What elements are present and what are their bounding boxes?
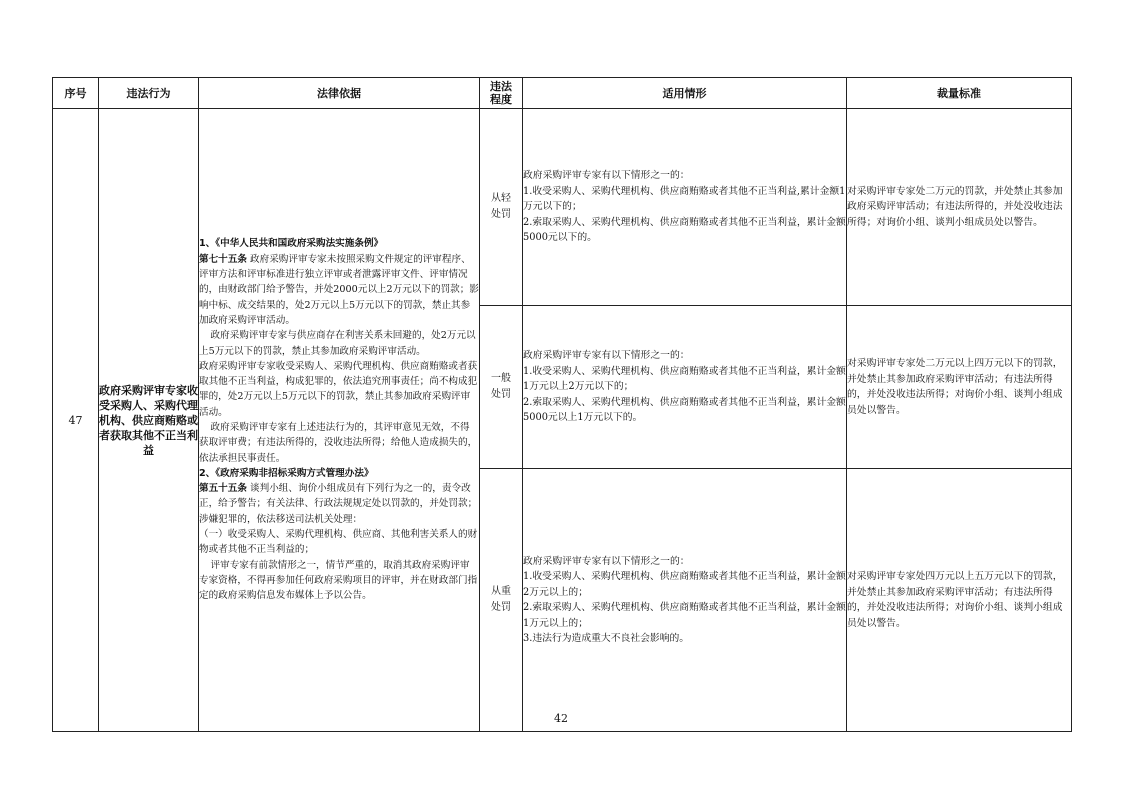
row-index: 47	[53, 109, 99, 732]
situation-line: 2.索取采购人、采购代理机构、供应商贿赂或者其他不正当利益，累计金额5000元以下的。	[523, 216, 846, 244]
situation-light	[523, 109, 847, 306]
degree-general-line2: 处罚	[491, 389, 511, 400]
situation-line: 1.收受采购人、采购代理机构、供应商贿赂或者其他不正当利益，累计金额2万元以上的；	[523, 571, 846, 598]
standard-light: 对采购评审专家处二万元的罚款，并处禁止其参加政府采购评审活动；有违法所得的，并处没收违法所得；对询价小组、谈判小组成员处以警告。	[847, 109, 1072, 306]
degree-heavy-line1: 从重	[491, 586, 511, 597]
degree-heavy	[480, 469, 523, 732]
legal-basis-cell	[199, 109, 480, 732]
header-degree	[480, 78, 523, 109]
violation-description: 政府采购评审专家收受采购人、采购代理机构、供应商贿赂或者获取其他不正当利益	[99, 109, 199, 732]
standard-heavy: 对采购评审专家处四万元以上五万元以下的罚款，并处禁止其参加政府采购评审活动；有违法所得的，并处没收违法所得；对询价小组、谈判小组成员处以警告。	[847, 469, 1072, 732]
degree-light-line1: 从轻	[491, 193, 511, 204]
page-number: 42	[554, 712, 568, 725]
law-article-75	[199, 252, 479, 328]
article-number: 第五十五条	[199, 483, 247, 495]
article-number: 第七十五条	[199, 253, 247, 265]
header-situation: 适用情形	[523, 78, 847, 109]
situation-line: 2.索取采购人、采购代理机构、供应商贿赂或者其他不正当利益，累计金额5000元以上1万元以下的。	[523, 396, 846, 424]
situation-general	[523, 306, 847, 469]
degree-heavy-line2: 处罚	[491, 602, 511, 613]
situation-line: 政府采购评审专家有以下情形之一的：	[523, 555, 690, 567]
degree-general-line1: 一般	[491, 373, 511, 384]
situation-line: 3.违法行为造成重大不良社会影响的。	[523, 633, 690, 644]
situation-line: 政府采购评审专家有以下情形之一的：	[523, 170, 690, 182]
header-standard: 裁量标准	[847, 78, 1072, 109]
table-row	[53, 109, 1072, 306]
degree-light	[480, 109, 523, 306]
table-header-row	[53, 78, 1072, 109]
header-index: 序号	[53, 78, 99, 109]
law-paragraph: 政府采购评审专家收受采购人、采购代理机构、供应商贿赂或者获取其他不正当利益，构成犯罪的，依法追究刑事责任；尚不构成犯罪的，处2万元以上5万元以下的罚款，禁止其参加政府采购评审活动。	[199, 360, 478, 418]
degree-light-line2: 处罚	[491, 209, 511, 220]
law-paragraph: 政府采购评审专家与供应商存在利害关系未回避的，处2万元以上5万元以下的罚款，禁止其参加政府采购评审活动。	[199, 330, 476, 357]
law-article-55	[199, 481, 479, 527]
law-paragraph: 政府采购评审专家有上述违法行为的，其评审意见无效，不得获取评审费；有违法所得的，没收违法所得；给他人造成损失的，依法承担民事责任。	[199, 422, 478, 464]
situation-line: 1.收受采购人、采购代理机构、供应商贿赂或者其他不正当利益,累计金额1万元以下的；	[523, 185, 846, 213]
degree-general	[480, 306, 523, 469]
law-heading-1: 1、《中华人民共和国政府采购法实施条例》	[199, 238, 384, 250]
situation-line: 2.索取采购人、采购代理机构、供应商贿赂或者其他不正当利益，累计金额1万元以上的；	[523, 602, 846, 629]
header-legal-basis: 法律依据	[199, 78, 480, 109]
header-violation: 违法行为	[99, 78, 199, 109]
penalty-table	[52, 77, 1072, 732]
situation-line: 政府采购评审专家有以下情形之一的：	[523, 350, 690, 362]
header-degree-line1: 违法	[490, 80, 512, 93]
article-text: 政府采购评审专家未按照采购文件规定的评审程序、评审方法和评审标准进行独立评审或者泄露评审文件、评审情况的，由财政部门给予警告，并处2000元以上2万元以下的罚款；影响中标、成交结果的，处2万元以上5万元以下的罚款，禁止其参加政府采购评审活动。	[199, 253, 479, 326]
standard-general: 对采购评审专家处二万元以上四万元以下的罚款，并处禁止其参加政府采购评审活动；有违法所得的，并处没收违法所得；对询价小组、谈判小组成员处以警告。	[847, 306, 1072, 469]
law-heading-2: 2、《政府采购非招标采购方式管理办法》	[199, 467, 374, 479]
law-paragraph: （一）收受采购人、采购代理机构、供应商、其他利害关系人的财物或者其他不正当利益的；	[199, 529, 478, 556]
header-degree-line2: 程度	[490, 93, 512, 106]
situation-line: 1.收受采购人、采购代理机构、供应商贿赂或者其他不正当利益，累计金额1万元以上2万元以下的；	[523, 365, 846, 393]
situation-heavy	[523, 469, 847, 732]
article-text: 谈判小组、询价小组成员有下列行为之一的，责令改正，给予警告；有关法律、行政法规规定处以罚款的，并处罚款；涉嫌犯罪的，依法移送司法机关处理：	[199, 483, 478, 525]
law-paragraph: 评审专家有前款情形之一，情节严重的，取消其政府采购评审专家资格，不得再参加任何政府采购项目的评审，并在财政部门指定的政府采购信息发布媒体上予以公告。	[199, 559, 478, 602]
